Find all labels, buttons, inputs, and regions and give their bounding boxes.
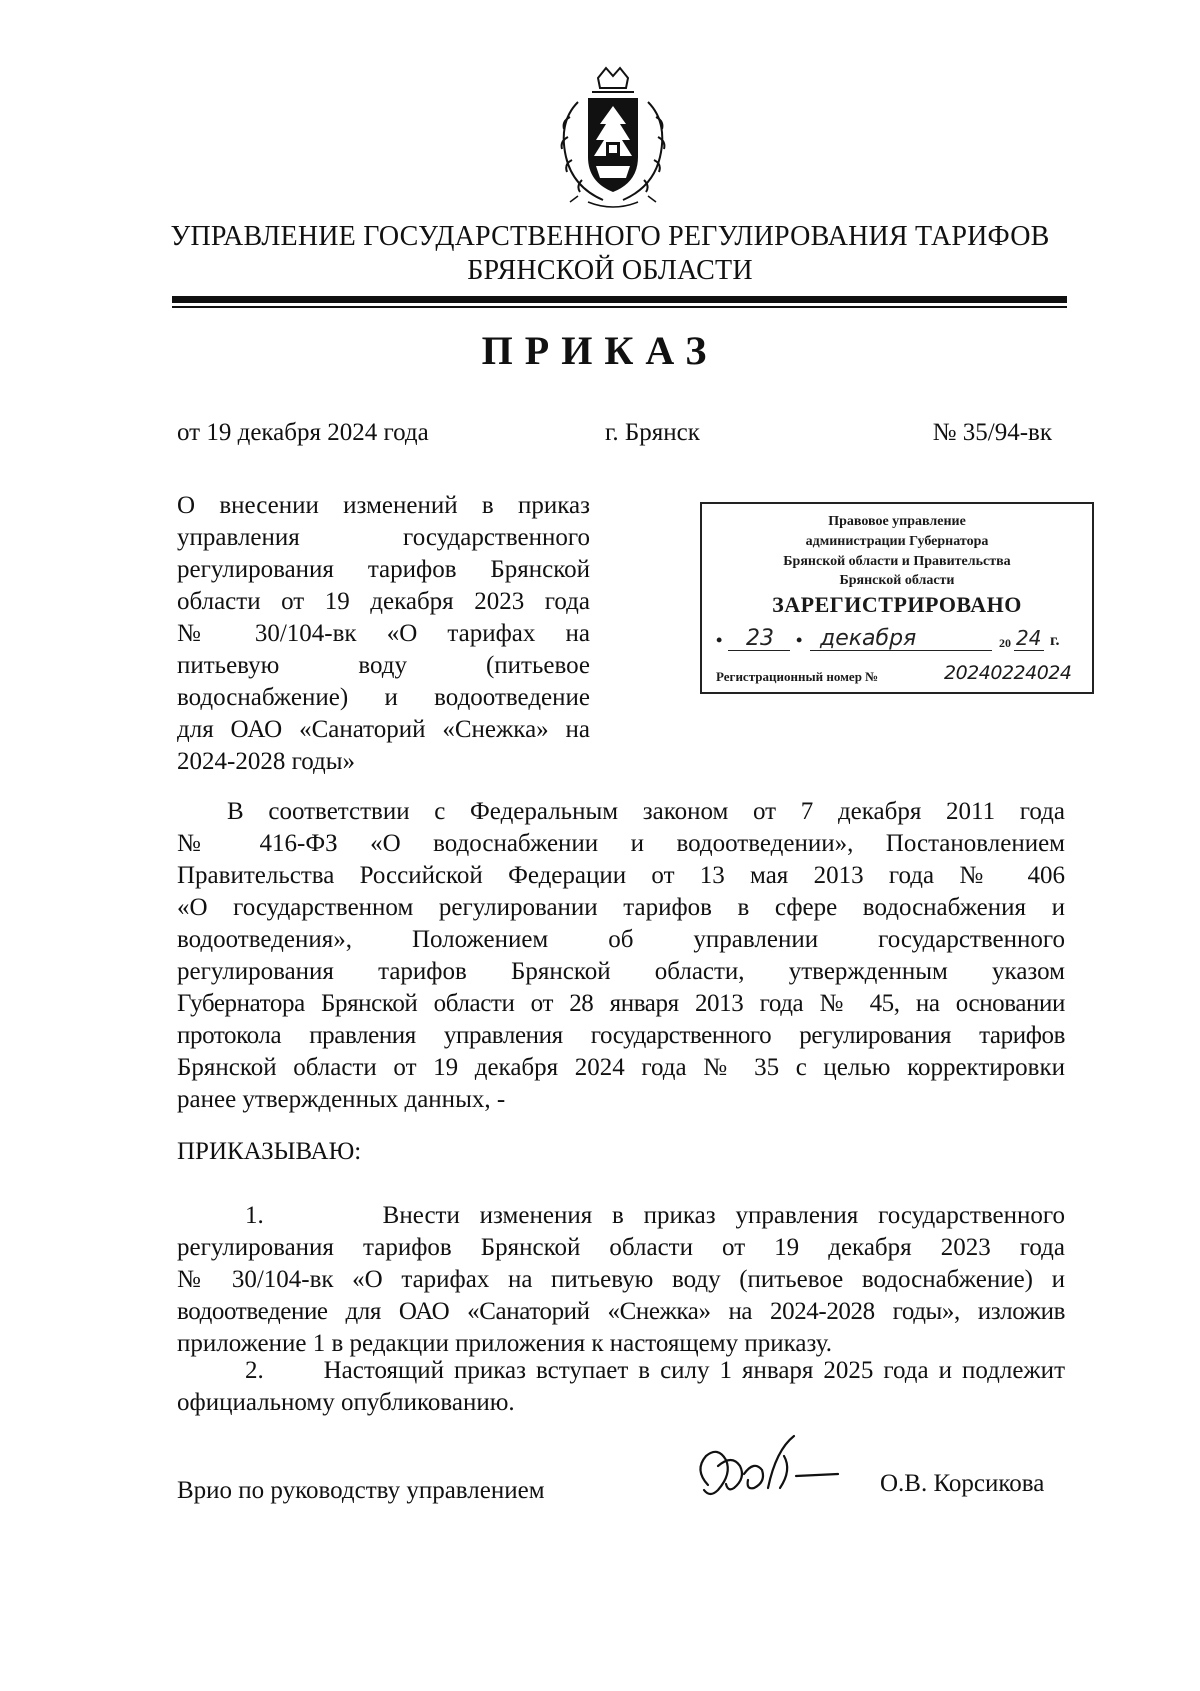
stamp-underline bbox=[1014, 650, 1044, 651]
stamp-authority-line: Правовое управление bbox=[828, 514, 966, 529]
subject-line: управления государственного bbox=[177, 524, 590, 551]
preamble-line: регулирования тарифов Брянской области, утвержденным указом bbox=[177, 958, 1065, 985]
stamp-dot: • bbox=[796, 630, 803, 650]
header-divider-thin bbox=[172, 306, 1067, 308]
organization-name-line2: БРЯНСКОЙ ОБЛАСТИ bbox=[467, 255, 753, 286]
order-subject bbox=[177, 490, 590, 778]
subject-line: О внесении изменений в приказ bbox=[177, 492, 590, 519]
signatory-role: Врио по руководству управлением bbox=[177, 1477, 545, 1504]
order-number: № 35/94-вк bbox=[932, 419, 1052, 446]
preamble-line: Губернатора Брянской области от 28 января 2013 года № 45, на основании bbox=[177, 990, 1065, 1017]
preamble-paragraph bbox=[177, 796, 1065, 1116]
order-city: г. Брянск bbox=[605, 419, 700, 446]
order-directive: ПРИКАЗЫВАЮ: bbox=[177, 1138, 362, 1165]
stamp-authority-line: Брянской области и Правительства bbox=[783, 554, 1011, 569]
preamble-line: протокола правления управления государственного регулирования тарифов bbox=[177, 1022, 1065, 1049]
subject-line: регулирования тарифов Брянской bbox=[177, 556, 590, 583]
preamble-line: Брянской области от 19 декабря 2024 года № 35 с целью корректировки bbox=[177, 1054, 1065, 1081]
header-divider-thick bbox=[172, 296, 1067, 303]
document-title: ПРИКАЗ bbox=[481, 328, 719, 373]
stamp-date-row bbox=[716, 626, 1086, 656]
handwritten-signature-icon bbox=[688, 1430, 858, 1510]
preamble-line: «О государственном регулировании тарифов в сфере водоснабжения и bbox=[177, 894, 1065, 921]
stamp-registration-label: Регистрационный номер № bbox=[716, 669, 879, 684]
stamp-dot: • bbox=[716, 630, 723, 650]
organization-name-line1: УПРАВЛЕНИЕ ГОСУДАРСТВЕННОГО РЕГУЛИРОВАНИЯ ТАРИФОВ bbox=[170, 221, 1050, 252]
registration-stamp bbox=[700, 502, 1094, 694]
item-line: регулирования тарифов Брянской области от 19 декабря 2023 года bbox=[177, 1234, 1065, 1261]
subject-line: области от 19 декабря 2023 года bbox=[177, 588, 590, 615]
subject-line: питьевую воду (питьевое bbox=[177, 652, 590, 679]
item-line: № 30/104-вк «О тарифах на питьевую воду (питьевое водоснабжение) и bbox=[177, 1266, 1065, 1293]
preamble-line: ранее утвержденных данных, - bbox=[177, 1086, 506, 1113]
stamp-year-prefix: 20 bbox=[999, 636, 1011, 650]
stamp-registered-label: ЗАРЕГИСТРИРОВАНО bbox=[772, 592, 1022, 617]
preamble-line: Правительства Российской Федерации от 13 мая 2013 года № 406 bbox=[177, 862, 1065, 889]
stamp-day: 23 bbox=[746, 626, 774, 651]
order-date: от 19 декабря 2024 года bbox=[177, 419, 429, 446]
preamble-line: № 416-ФЗ «О водоснабжении и водоотведении», Постановлением bbox=[177, 830, 1065, 857]
stamp-year-suffix: 24 bbox=[1016, 626, 1042, 650]
signatory-name: О.В. Корсикова bbox=[880, 1470, 1045, 1497]
stamp-authority-line: Брянской области bbox=[839, 573, 955, 588]
order-item-2 bbox=[177, 1355, 1065, 1419]
preamble-line: В соответствии с Федеральным законом от 7 декабря 2011 года bbox=[227, 798, 1065, 825]
item-line: 2. Настоящий приказ вступает в силу 1 января 2025 года и подлежит bbox=[245, 1357, 1065, 1384]
subject-line: № 30/104-вк «О тарифах на bbox=[177, 620, 590, 647]
item-line: 1. Внести изменения в приказ управления государственного bbox=[245, 1202, 1065, 1229]
subject-line: 2024-2028 годы» bbox=[177, 748, 356, 775]
subject-line: для ОАО «Санаторий «Снежка» на bbox=[177, 716, 590, 743]
stamp-year-letter: г. bbox=[1050, 632, 1060, 649]
order-item-1 bbox=[177, 1200, 1065, 1360]
stamp-month: декабря bbox=[820, 626, 917, 651]
subject-line: водоснабжение) и водоотведение bbox=[177, 684, 590, 711]
preamble-line: водоотведения», Положением об управлении государственного bbox=[177, 926, 1065, 953]
item-line: официальному опубликованию. bbox=[177, 1389, 515, 1416]
item-line: приложение 1 в редакции приложения к настоящему приказу. bbox=[177, 1330, 833, 1357]
stamp-registration-row bbox=[716, 664, 1086, 690]
stamp-authority-line: администрации Губернатора bbox=[805, 534, 989, 549]
stamp-registration-number: 20240224024 bbox=[944, 662, 1072, 684]
item-line: водоотведение для ОАО «Санаторий «Снежка» на 2024-2028 годы», изложив bbox=[177, 1298, 1065, 1325]
coat-of-arms-icon bbox=[548, 62, 678, 212]
